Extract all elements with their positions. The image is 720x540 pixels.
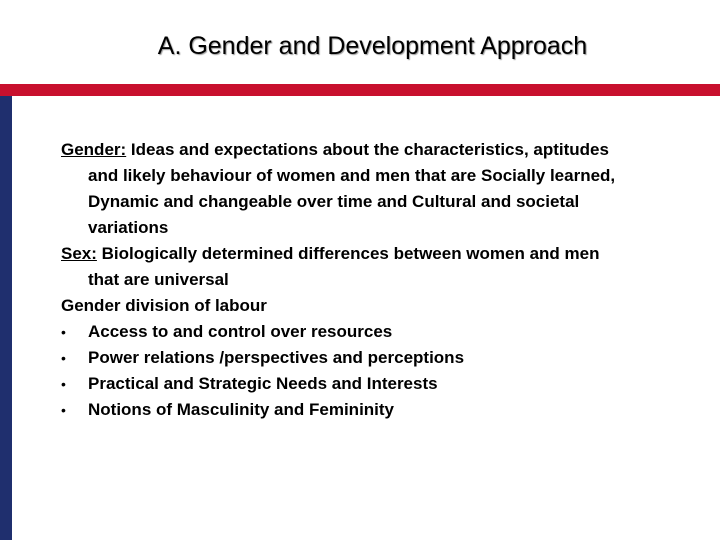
bullet-item [61, 319, 711, 345]
sex-term: Sex: [61, 244, 97, 263]
slide-body [61, 137, 711, 423]
bullet-icon: • [61, 402, 66, 418]
bullet-text: Practical and Strategic Needs and Interests [88, 374, 438, 393]
bullet-item [61, 397, 711, 423]
gender-definition-line: Dynamic and changeable over time and Cultural and societal [88, 192, 580, 211]
gender-term: Gender: [61, 140, 127, 159]
bullet-icon: • [61, 350, 66, 366]
slide-title: A. Gender and Development Approach [157, 32, 588, 60]
bullet-item [61, 345, 711, 371]
sex-definition-text: Biologically determined differences between women and men [101, 244, 600, 263]
division-heading: Gender division of labour [61, 296, 267, 315]
gender-definition [61, 137, 711, 241]
bullet-icon: • [61, 324, 66, 340]
bullet-text: Access to and control over resources [88, 322, 393, 341]
bullet-text: Notions of Masculinity and Femininity [88, 400, 395, 419]
gender-definition-text: Ideas and expectations about the characteristics, aptitudes [130, 140, 609, 159]
gender-definition-line: variations [88, 218, 169, 237]
side-accent-bar [0, 96, 12, 540]
sex-definition-line: that are universal [88, 270, 229, 289]
header-accent-bar [0, 84, 720, 96]
gender-definition-line: and likely behaviour of women and men that are Socially learned, [88, 166, 616, 185]
bullet-text: Power relations /perspectives and perceptions [88, 348, 465, 367]
sex-definition [61, 241, 711, 293]
bullet-icon: • [61, 376, 66, 392]
bullet-item [61, 371, 711, 397]
